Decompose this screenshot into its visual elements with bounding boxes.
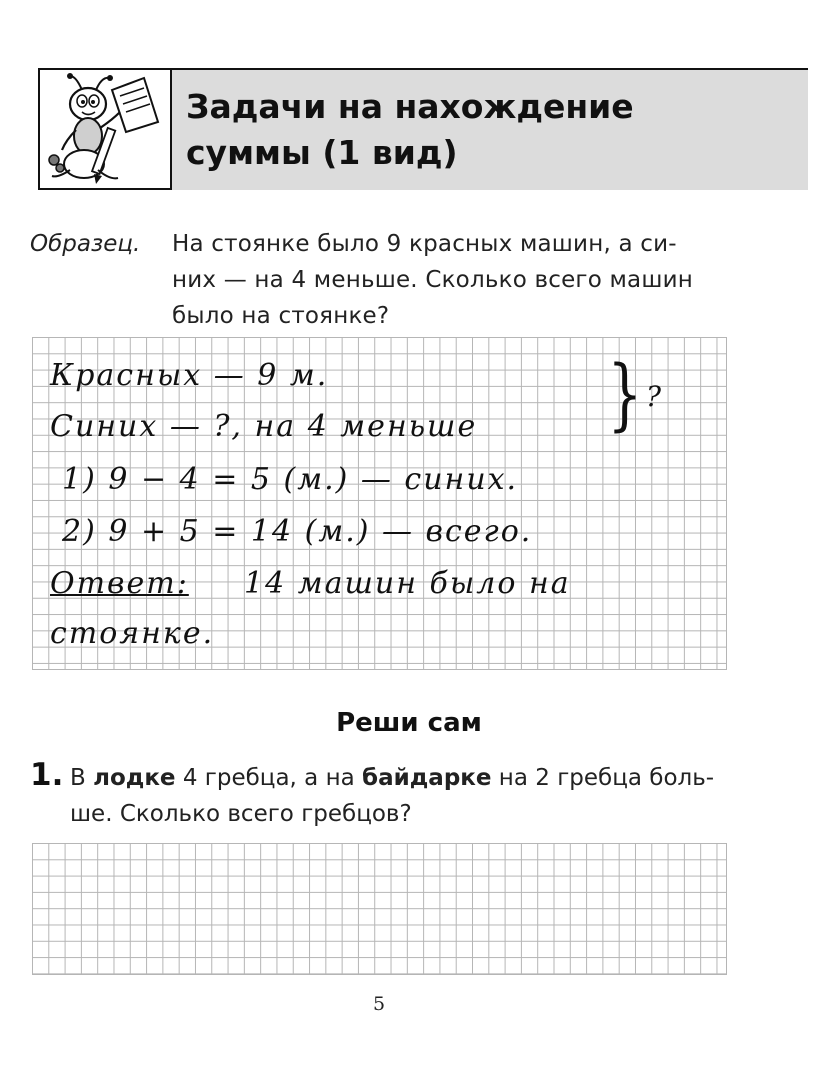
task-bold-kayak: байдарке [362,765,492,791]
curly-brace: } [607,350,643,440]
solution-line-red: Красных — 9 м. [50,358,329,393]
task-text-part: на 2 гребца боль-ше. Сколько всего гребцов? [70,765,715,827]
answer-grid[interactable] [32,843,727,975]
task-number: 1. [30,757,64,793]
sample-label: Образец. [30,231,141,257]
task-bold-boat: лодке [93,765,176,791]
brace-question-mark: ? [646,380,662,413]
page-number: 5 [372,993,386,1015]
answer-label: Ответ: [50,566,189,601]
answer-text-end: стоянке. [50,616,215,651]
task-text-part: 4 гребца, а на [175,765,363,791]
task-text [70,760,730,832]
task-text-part: В [70,765,94,791]
ant-mascot-icon [38,68,172,190]
ant-illustration [40,70,170,188]
header-title-band [172,68,808,190]
sample-problem-text: На стоянке было 9 красных машин, а си- них — на 4 меньше. Сколько всего машин было на стоянке? [172,231,693,329]
chapter-title: Задачи на нахождение суммы (1 вид) [186,87,634,172]
solution-step-2: 2) 9 + 5 = 14 (м.) — всего. [62,514,533,549]
solution-line-blue: Синих — ?, на 4 меньше [50,409,478,444]
chapter-header [38,68,808,192]
section-title: Реши сам [336,708,482,738]
answer-text: 14 машин было на [244,566,571,601]
solution-step-1: 1) 9 − 4 = 5 (м.) — синих. [62,462,519,497]
